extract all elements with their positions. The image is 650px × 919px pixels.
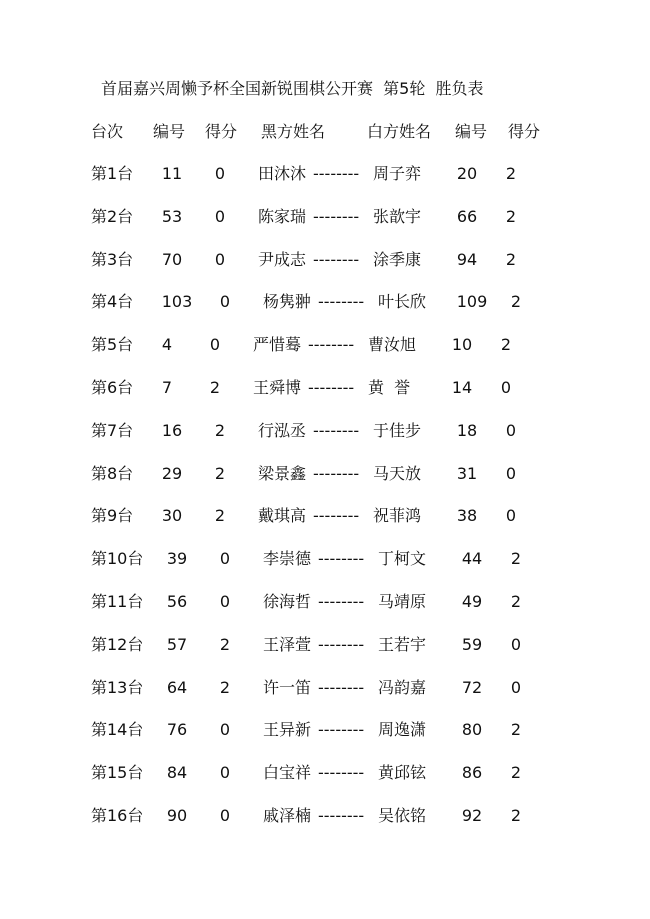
white-score-cell: 0	[505, 420, 517, 440]
white-number-cell: 14	[451, 378, 473, 397]
white-score-cell: 0	[500, 378, 512, 397]
white-score-cell: 2	[500, 335, 512, 355]
white-score-cell: 2	[505, 206, 517, 226]
black-name-cell: 李崇德	[263, 549, 312, 569]
black-number-cell: 76	[166, 720, 188, 740]
black-name-cell: 戴琪高	[258, 506, 307, 526]
black-name-cell: 行泓丞	[258, 420, 307, 440]
table-row	[0, 290, 650, 314]
separator-cell: --------	[318, 634, 365, 654]
black-name-cell: 王泽萱	[263, 634, 312, 654]
black-score-cell: 0	[219, 292, 231, 312]
black-score-cell: 0	[214, 206, 226, 226]
white-score-cell: 2	[510, 592, 522, 611]
white-number-cell: 80	[461, 720, 483, 740]
white-name-cell: 冯韵嘉	[378, 677, 427, 697]
white-name-cell: 吴依铭	[378, 806, 427, 825]
white-name-cell: 马靖原	[378, 592, 427, 611]
white-number-cell: 86	[461, 763, 483, 783]
black-name-cell: 田沐沐	[258, 164, 307, 183]
table-row	[0, 633, 650, 657]
white-number-cell: 92	[461, 806, 483, 825]
black-number-cell: 57	[166, 634, 188, 654]
table-number-cell: 第2台	[91, 206, 134, 226]
white-number-cell: 66	[456, 206, 478, 226]
black-number-cell: 30	[161, 506, 183, 526]
black-score-cell: 0	[219, 592, 231, 611]
black-score-cell: 0	[214, 249, 226, 269]
header-black-name: 黑方姓名	[261, 122, 326, 141]
black-score-cell: 0	[209, 335, 221, 355]
white-number-cell: 94	[456, 249, 478, 269]
white-number-cell: 20	[456, 164, 478, 183]
white-number-cell: 44	[461, 549, 483, 569]
white-score-cell: 2	[510, 292, 522, 312]
black-name-cell: 王异新	[263, 720, 312, 740]
table-number-cell: 第1台	[91, 164, 134, 183]
table-number-cell: 第14台	[91, 720, 144, 740]
separator-cell: --------	[318, 806, 365, 825]
white-number-cell: 18	[456, 420, 478, 440]
table-row	[0, 248, 650, 272]
table-number-cell: 第4台	[91, 292, 134, 312]
white-score-cell: 0	[510, 634, 522, 654]
table-number-cell: 第15台	[91, 763, 144, 783]
table-number-cell: 第5台	[91, 335, 134, 355]
white-name-cell: 王若宇	[378, 634, 427, 654]
black-name-cell: 徐海哲	[263, 592, 312, 611]
table-row	[0, 419, 650, 443]
white-score-cell: 0	[505, 506, 517, 526]
separator-cell: --------	[313, 249, 360, 269]
black-number-cell: 7	[161, 378, 173, 397]
black-number-cell: 53	[161, 206, 183, 226]
black-name-cell: 陈家瑞	[258, 206, 307, 226]
header-white-score: 得分	[508, 122, 541, 141]
white-name-cell: 叶长欣	[378, 292, 427, 312]
black-number-cell: 16	[161, 420, 183, 440]
white-name-cell: 曹汝旭	[368, 335, 417, 355]
black-number-cell: 39	[166, 549, 188, 569]
white-name-cell: 祝菲鸿	[373, 506, 422, 526]
white-score-cell: 2	[510, 720, 522, 740]
black-number-cell: 56	[166, 592, 188, 611]
table-number-cell: 第13台	[91, 677, 144, 697]
separator-cell: --------	[318, 720, 365, 740]
white-name-cell: 丁柯文	[378, 549, 427, 569]
table-number-cell: 第9台	[91, 506, 134, 526]
table-row	[0, 462, 650, 486]
table-number-cell: 第11台	[91, 592, 144, 611]
black-number-cell: 103	[161, 292, 193, 312]
black-number-cell: 4	[161, 335, 173, 355]
white-name-cell: 黄邱铉	[378, 763, 427, 783]
white-score-cell: 2	[505, 249, 517, 269]
white-score-cell: 0	[505, 463, 517, 483]
table-number-cell: 第12台	[91, 634, 144, 654]
black-score-cell: 2	[219, 634, 231, 654]
separator-cell: --------	[308, 335, 355, 355]
table-row	[0, 590, 650, 614]
header-black-score: 得分	[205, 122, 238, 141]
separator-cell: --------	[313, 206, 360, 226]
black-number-cell: 11	[161, 164, 183, 183]
black-score-cell: 2	[209, 378, 221, 397]
white-score-cell: 2	[510, 549, 522, 569]
black-score-cell: 2	[219, 677, 231, 697]
white-name-cell: 张歆宇	[373, 206, 422, 226]
table-number-cell: 第3台	[91, 249, 134, 269]
table-row	[0, 333, 650, 357]
white-name-cell: 于佳步	[373, 420, 422, 440]
black-score-cell: 0	[219, 806, 231, 825]
black-number-cell: 29	[161, 463, 183, 483]
white-number-cell: 38	[456, 506, 478, 526]
separator-cell: --------	[308, 378, 355, 397]
black-name-cell: 许一笛	[263, 677, 312, 697]
black-score-cell: 0	[219, 549, 231, 569]
table-row	[0, 547, 650, 571]
black-number-cell: 64	[166, 677, 188, 697]
black-score-cell: 0	[219, 763, 231, 783]
separator-cell: --------	[318, 763, 365, 783]
separator-cell: --------	[313, 506, 360, 526]
black-number-cell: 70	[161, 249, 183, 269]
white-name-cell: 马天放	[373, 463, 422, 483]
black-name-cell: 戚泽楠	[263, 806, 312, 825]
table-number-cell: 第10台	[91, 549, 144, 569]
white-score-cell: 2	[510, 806, 522, 825]
separator-cell: --------	[318, 592, 365, 611]
black-score-cell: 0	[214, 164, 226, 183]
black-number-cell: 90	[166, 806, 188, 825]
table-row	[0, 676, 650, 700]
table-number-cell: 第6台	[91, 378, 134, 397]
white-number-cell: 49	[461, 592, 483, 611]
white-number-cell: 59	[461, 634, 483, 654]
black-score-cell: 0	[219, 720, 231, 740]
table-row	[0, 162, 650, 186]
page-title: 首届嘉兴周懒予杯全国新锐围棋公开赛 第5轮 胜负表	[101, 79, 484, 98]
header-white-name: 白方姓名	[367, 122, 432, 141]
white-name-cell: 黄 誉	[368, 378, 411, 397]
white-name-cell: 周子弈	[373, 164, 422, 183]
white-score-cell: 0	[510, 677, 522, 697]
table-number-cell: 第7台	[91, 420, 134, 440]
table-row	[0, 718, 650, 742]
separator-cell: --------	[313, 420, 360, 440]
table-row	[0, 504, 650, 528]
white-number-cell: 72	[461, 677, 483, 697]
table-row	[0, 205, 650, 229]
black-name-cell: 白宝祥	[263, 763, 312, 783]
header-table: 台次	[91, 122, 124, 141]
table-number-cell: 第8台	[91, 463, 134, 483]
white-score-cell: 2	[510, 763, 522, 783]
table-row	[0, 761, 650, 785]
black-score-cell: 2	[214, 463, 226, 483]
black-name-cell: 严惜蓦	[253, 335, 302, 355]
table-header	[0, 120, 650, 144]
white-number-cell: 31	[456, 463, 478, 483]
table-row	[0, 376, 650, 400]
separator-cell: --------	[318, 292, 365, 312]
black-name-cell: 梁景鑫	[258, 463, 307, 483]
black-score-cell: 2	[214, 420, 226, 440]
header-white-number: 编号	[455, 122, 488, 141]
white-number-cell: 109	[456, 292, 488, 312]
black-name-cell: 王舜博	[253, 378, 302, 397]
separator-cell: --------	[313, 463, 360, 483]
separator-cell: --------	[318, 549, 365, 569]
black-name-cell: 尹成志	[258, 249, 307, 269]
separator-cell: --------	[318, 677, 365, 697]
header-black-number: 编号	[153, 122, 186, 141]
table-row	[0, 804, 650, 828]
white-name-cell: 周逸潇	[378, 720, 427, 740]
separator-cell: --------	[313, 164, 360, 183]
white-score-cell: 2	[505, 164, 517, 183]
black-score-cell: 2	[214, 506, 226, 526]
white-number-cell: 10	[451, 335, 473, 355]
black-number-cell: 84	[166, 763, 188, 783]
white-name-cell: 涂季康	[373, 249, 422, 269]
black-name-cell: 杨隽翀	[263, 292, 312, 312]
table-number-cell: 第16台	[91, 806, 144, 825]
